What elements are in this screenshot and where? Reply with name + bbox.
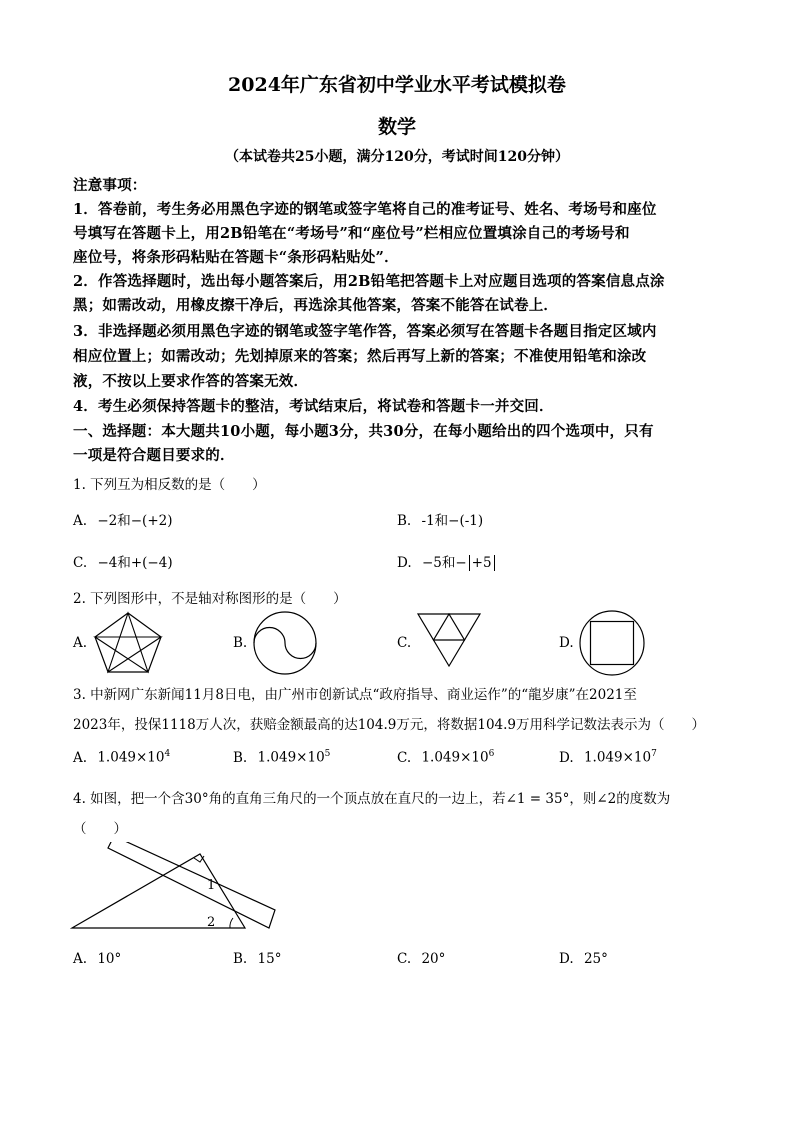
q1-option-c[interactable] [73,551,173,571]
option-text: 1.049×10 [583,749,652,766]
notice-line: 号填写在答题卡上，用2B铅笔在“考场号”和“座位号”栏相应位置填涂自己的考场号和 [73,225,630,242]
q1-option-b[interactable] [397,509,483,529]
question-3-stem-cont: 2023年，投保1118万人次，获赔金额最高的达104.9万元，将数据104.9万用科学记数法表示为（ ） [73,717,706,733]
section-heading: 一、选择题：本大题共10小题，每小题3分，共30分，在每小题给出的四个选项中，只有 [73,423,654,440]
notice-heading: 注意事项： [73,177,147,194]
option-text: 15° [257,951,282,967]
angle-1-label: 1 [207,878,216,893]
question-4-stem: 4. 如图，把一个含30°角的直角三角尺的一个顶点放在直尺的一边上，若∠1 = 35°，则∠2的度数为 [73,791,671,807]
option-label: C. [73,555,88,571]
exponent: 6 [488,749,495,759]
q3-option-c[interactable] [397,749,494,766]
option-label: A. [73,749,88,766]
option-text: −2和−(+2) [97,513,173,529]
option-text: 1.049×10 [421,749,489,766]
q4-option-b[interactable] [233,951,281,967]
option-label: A. [73,513,88,529]
option-text: 25° [583,951,608,967]
option-text: 20° [421,951,446,967]
notice-line: 座位号，将条形码粘贴在答题卡“条形码粘贴处”． [73,249,399,266]
pentagram-figure [92,610,164,674]
ruler-triangle-figure [70,842,282,934]
q4-option-a[interactable] [73,951,121,967]
notice-line: 黑；如需改动，用橡皮擦干净后，再选涂其他答案，答案不能答在试卷上． [73,297,559,314]
question-1-stem: 1. 下列互为相反数的是（ ） [73,477,266,493]
ruler-shape [108,842,275,928]
option-label: D. [559,749,574,766]
yin-yang-figure [252,610,318,676]
question-3-stem: 3. 中新网广东新闻11月8日电，由广州市创新试点“政府指导、商业运作”的“龍岁康”在2021至 [73,687,637,703]
option-label: C. [397,951,412,967]
subject-title: 数学 [377,116,416,138]
notice-line: 液，不按以上要求作答的答案无效． [73,373,309,390]
triangle-shape [72,854,245,928]
option-text: −4和+(−4) [97,555,173,571]
q4-option-d[interactable] [559,951,608,967]
q1-option-a[interactable] [73,509,173,529]
option-label: B. [233,951,248,967]
exponent: 5 [324,749,331,759]
exam-info: （本试卷共25小题，满分120分，考试时间120分钟） [225,149,569,165]
option-label: A. [73,951,88,967]
q2-option-c[interactable]: C. [397,635,412,651]
exponent: 7 [651,749,657,759]
q2-option-b[interactable]: B. [233,635,248,651]
notice-line: 3．非选择题必须用黑色字迹的钢笔或签字笔作答，答案必须写在答题卡各题目指定区域内 [73,323,657,340]
option-text: 1.049×10 [97,749,165,766]
absolute-value: +5 [469,555,495,571]
option-text: 10° [97,951,122,967]
notice-line: 4．考生必须保持答题卡的整洁，考试结束后，将试卷和答题卡一并交回． [73,398,554,415]
exponent: 4 [164,749,171,759]
q2-option-a[interactable]: A. [73,635,88,651]
option-label: D. [397,555,412,571]
angle-arc [230,918,233,928]
option-text: −5和− [421,555,467,571]
option-text: 1.049×10 [257,749,325,766]
exam-title: 2024年广东省初中学业水平考试模拟卷 [228,74,566,96]
q3-option-a[interactable] [73,749,170,766]
option-label: B. [233,749,248,766]
option-label: C. [397,749,412,766]
q3-option-b[interactable] [233,749,330,766]
question-2-stem: 2. 下列图形中，不是轴对称图形的是（ ） [73,591,347,607]
option-label: B. [397,513,412,529]
q4-option-c[interactable] [397,951,445,967]
q2-option-d[interactable]: D. [559,635,574,651]
option-text: -1和−(-1) [421,513,484,529]
section-heading: 一项是符合题目要求的． [73,447,235,464]
square-in-circle-figure [578,609,646,677]
triangles-figure [416,612,482,668]
option-label: D. [559,951,574,967]
q3-option-d[interactable] [559,749,657,766]
notice-line: 2．作答选择题时，选出每小题答案后，用2B铅笔把答题卡上对应题目选项的答案信息点涂 [73,273,665,290]
question-4-stem-cont: （ ） [73,821,127,837]
notice-line: 1．答卷前，考生务必用黑色字迹的钢笔或签字笔将自己的准考证号、姓名、考场号和座位 [73,201,657,218]
notice-line: 相应位置上；如需改动；先划掉原来的答案；然后再写上新的答案；不准使用铅笔和涂改 [73,348,647,365]
q1-option-d[interactable] [397,551,495,571]
angle-2-label: 2 [207,915,216,930]
